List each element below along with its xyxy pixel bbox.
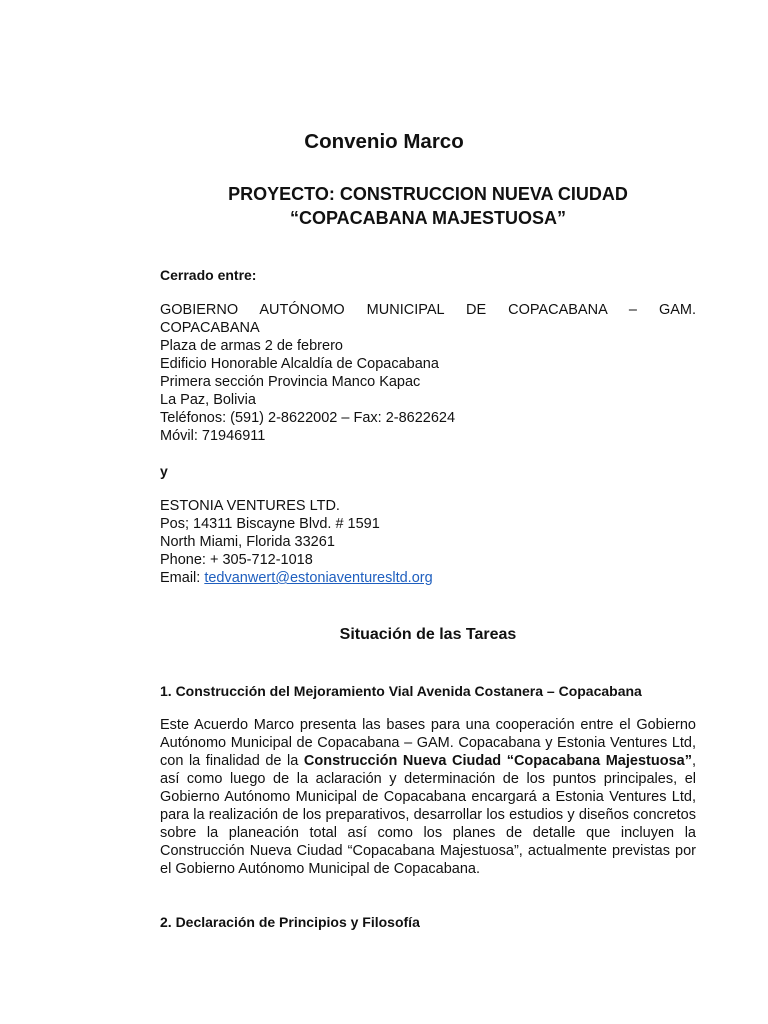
party-1-name-line-1: GOBIERNO AUTÓNOMO MUNICIPAL DE COPACABANA – GAM. — [160, 302, 696, 318]
project-title-line-2: “COPACABANA MAJESTUOSA” — [289, 208, 566, 228]
party-2-phone: Phone: + 305-712-1018 — [160, 552, 313, 568]
closed-between-label: Cerrado entre: — [160, 267, 257, 283]
document-title: Convenio Marco — [304, 130, 464, 153]
project-title — [160, 182, 696, 230]
section-1-paragraph — [160, 716, 696, 878]
and-label: y — [160, 463, 168, 479]
party-1-address-1: Plaza de armas 2 de febrero — [160, 338, 343, 354]
party-2-address-block — [160, 497, 696, 587]
section-1-text-b: , así como luego de la aclaración y determinación de los puntos principales, el Gobierno Autónomo Municipal de Copacabana encargará a Estonia Ventures Ltd, para la realización de los preparativos, desarrollar los estudios y diseños concretos sobre la planeación total así como los planes de detalle que incluyen la Construcción Nueva Ciudad “Copacabana Majestuosa”, actualmente previstas por el Gobierno Autónomo Municipal de Copacabana. — [160, 753, 696, 877]
party-1-address-3: Primera sección Provincia Manco Kapac — [160, 374, 421, 390]
party-2-name: ESTONIA VENTURES LTD. — [160, 498, 340, 514]
party-1-address-2: Edificio Honorable Alcaldía de Copacabana — [160, 356, 439, 372]
section-1-text-a: Este Acuerdo Marco presenta las bases para una cooperación entre el Gobierno Autónomo Municipal de Copacabana – GAM. Copacabana y Estonia Ventures Ltd, con la finalidad de la — [160, 717, 696, 769]
party-1-mobile: Móvil: 71946911 — [160, 428, 266, 444]
party-2-address-1: Pos; 14311 Biscayne Blvd. # 1591 — [160, 516, 380, 532]
project-title-line-1: PROYECTO: CONSTRUCCION NUEVA CIUDAD — [228, 184, 628, 204]
party-1-name-line-2: COPACABANA — [160, 320, 260, 336]
section-1-bold-text: Construcción Nueva Ciudad “Copacabana Majestuosa” — [303, 753, 692, 769]
party-2-email-link[interactable]: tedvanwert@estoniaventuresltd.org — [204, 570, 433, 586]
party-2-email-label: Email: — [160, 570, 205, 586]
tasks-heading: Situación de las Tareas — [339, 626, 517, 643]
section-2-heading: 2. Declaración de Principios y Filosofía — [160, 914, 420, 930]
section-1-heading: 1. Construcción del Mejoramiento Vial Avenida Costanera – Copacabana — [160, 683, 642, 699]
party-1-address-block — [160, 301, 696, 445]
party-1-phones: Teléfonos: (591) 2-8622002 – Fax: 2-8622624 — [160, 410, 456, 426]
party-1-address-4: La Paz, Bolivia — [160, 392, 256, 408]
party-2-email-line — [160, 569, 696, 587]
party-2-address-2: North Miami, Florida 33261 — [160, 534, 335, 550]
